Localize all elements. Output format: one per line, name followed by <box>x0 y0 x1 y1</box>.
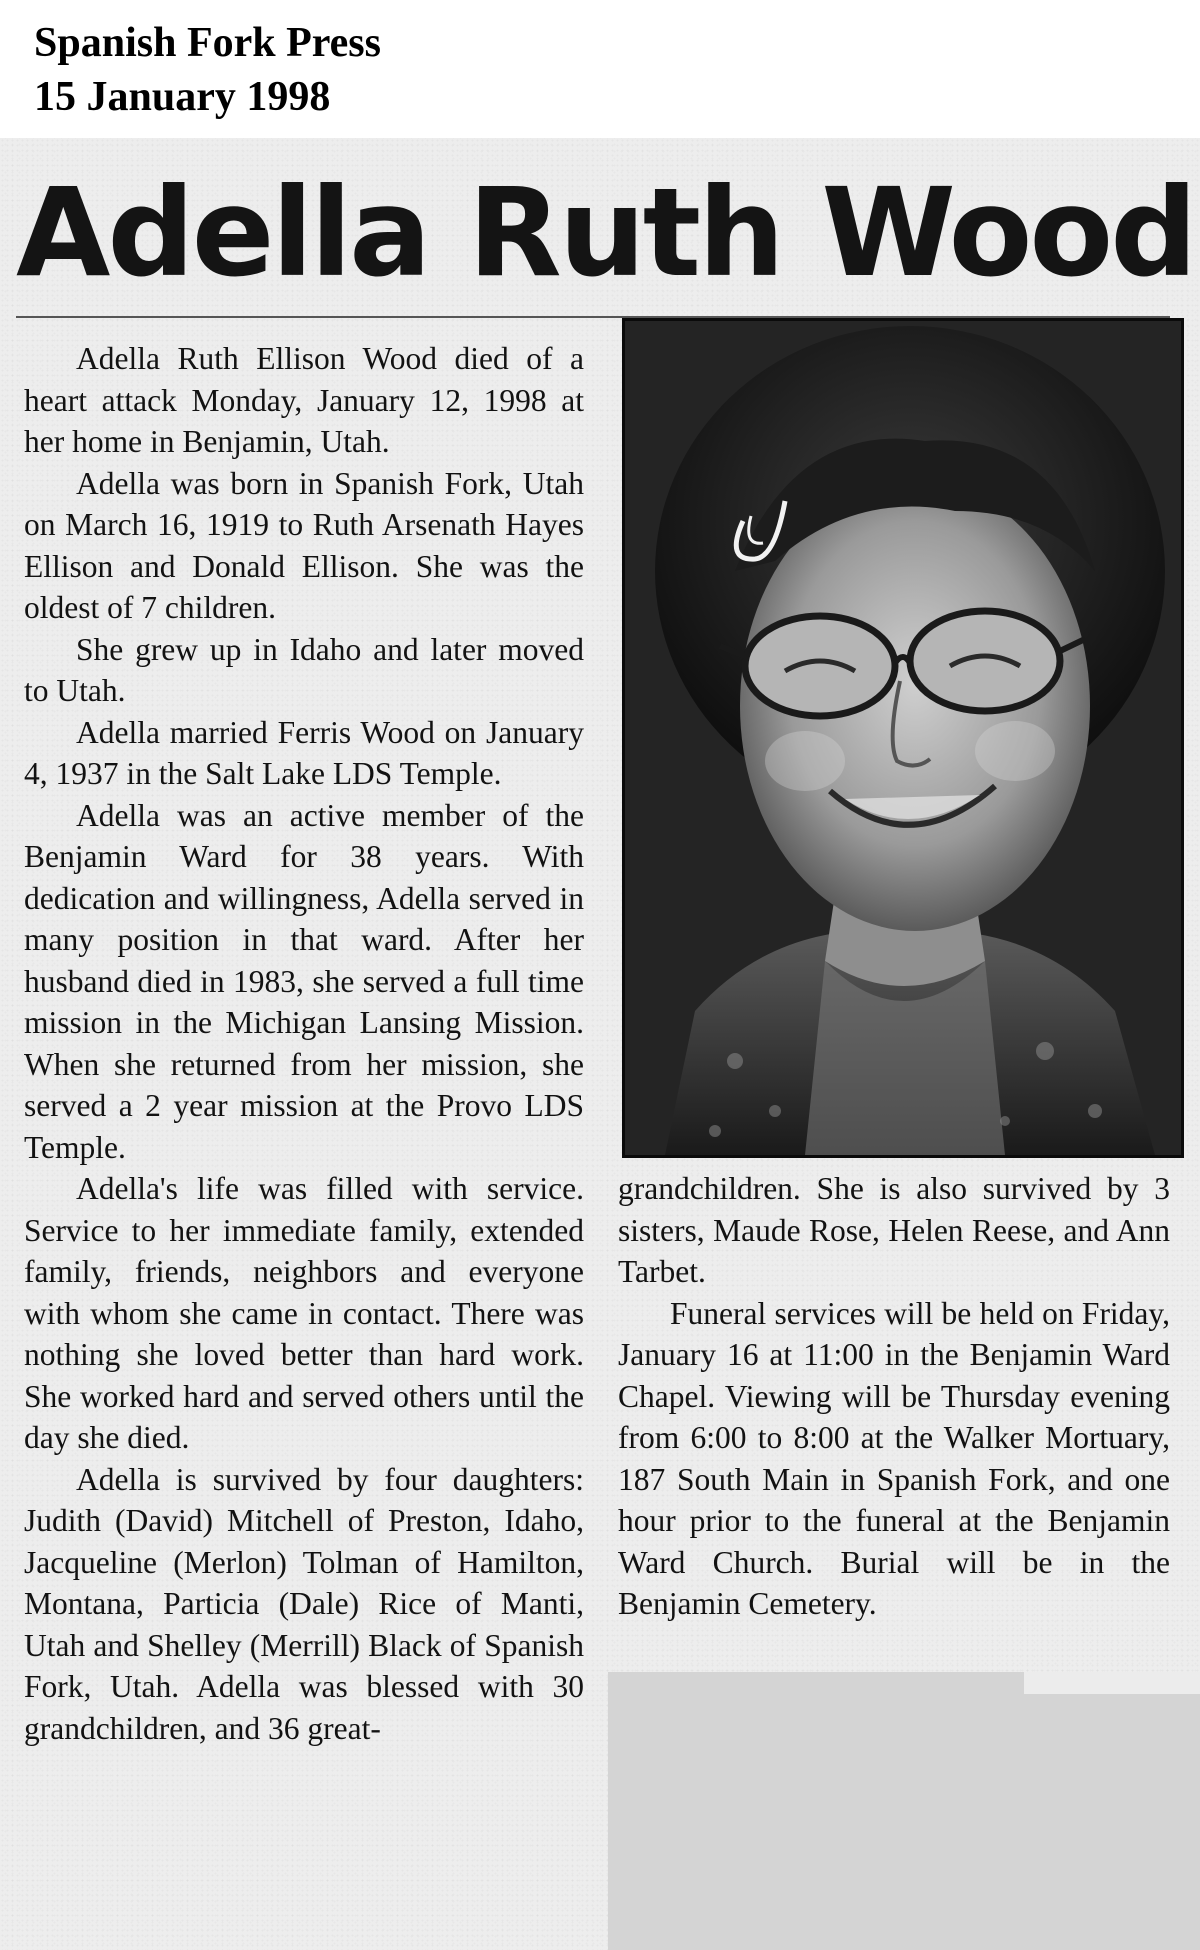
left-column <box>24 338 584 1749</box>
paragraph-death: Adella Ruth Ellison Wood died of a heart attack Monday, January 12, 1998 at her home in Benjamin, Utah. <box>24 341 584 459</box>
paragraph-funeral-services: Funeral services will be held on Friday, January 16 at 11:00 in the Benjamin Ward Chapel. Viewing will be Thursday evening from 6:00 to 8:00 at the Walker Mortuary, 187 South Main in Spanish Fork, and one hour prior to the funeral at the Benjamin Ward Church. Burial will be in the Benjamin Cemetery. <box>618 1295 1170 1621</box>
newspaper-clipping <box>0 138 1200 1950</box>
paragraph-marriage: Adella married Ferris Wood on January 4, 1937 in the Salt Lake LDS Temple. <box>24 714 584 791</box>
portrait-image <box>625 321 1181 1155</box>
source-header <box>34 16 381 124</box>
paragraph-childhood: She grew up in Idaho and later moved to Utah. <box>24 631 584 708</box>
publication-date: 15 January 1998 <box>34 74 331 120</box>
paragraph-life-of-service: Adella's life was filled with service. Service to her immediate family, extended family, friends, neighbors and everyone with whom she came in contact. There was nothing she loved better than hard work. She worked hard and served others until the day she died. <box>24 1171 584 1455</box>
blank-area <box>608 1672 1200 1950</box>
paragraph-survivors-continued: grandchildren. She is also survived by 3 sisters, Maude Rose, Helen Reese, and Ann Tarbet. <box>618 1171 1170 1289</box>
paragraph-survivors: Adella is survived by four daughters: Judith (David) Mitchell of Preston, Idaho, Jacqueline (Merlon) Tolman of Hamilton, Montana, Particia (Dale) Rice of Manti, Utah and Shelley (Merrill) Black of Spanish Fork, Utah. Adella was blessed with 30 grandchildren, and 36 great- <box>24 1461 584 1746</box>
right-column <box>618 1168 1170 1625</box>
newspaper-name: Spanish Fork Press <box>34 20 381 66</box>
portrait-photo <box>622 318 1184 1158</box>
blank-area-notch <box>1024 1672 1200 1694</box>
paragraph-birth: Adella was born in Spanish Fork, Utah on March 16, 1919 to Ruth Arsenath Hayes Ellison and Donald Ellison. She was the oldest of 7 children. <box>24 465 584 625</box>
paragraph-church-service: Adella was an active member of the Benjamin Ward for 38 years. With dedication and willingness, Adella served in many position in that ward. After her husband died in 1983, she served a full time mission in the Michigan Lansing Mission. When she returned from her mission, she served a 2 year mission at the Provo LDS Temple. <box>24 797 584 1165</box>
obituary-headline: Adella Ruth Wood <box>16 162 1195 304</box>
